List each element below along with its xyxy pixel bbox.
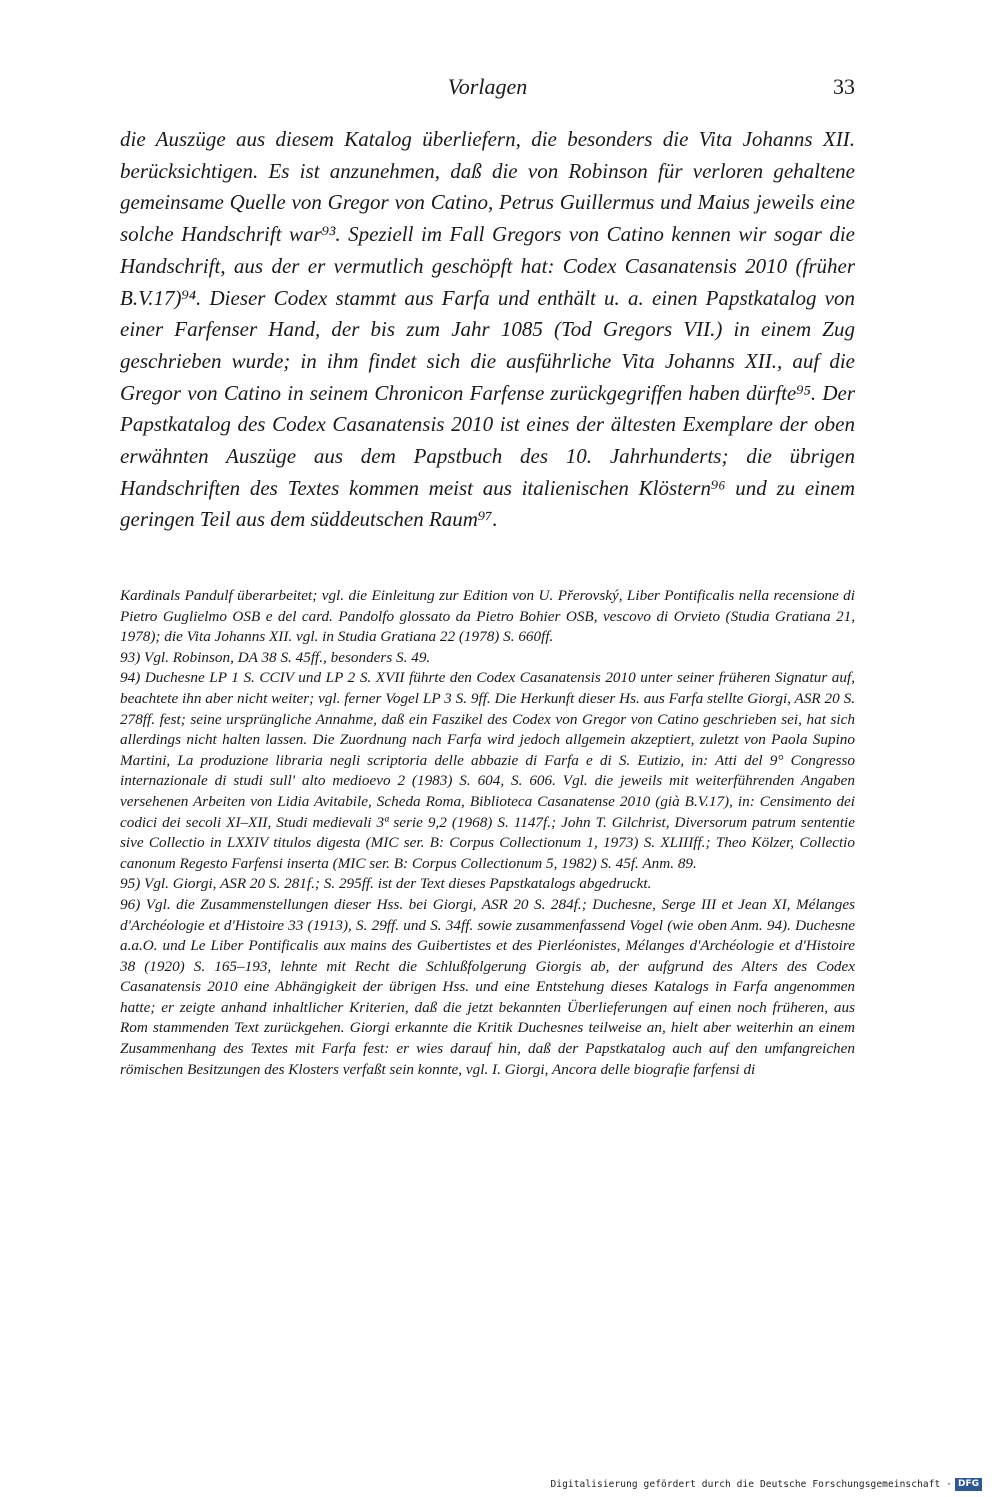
- digitization-credit: [550, 1478, 982, 1491]
- credit-text: Digitalisierung gefördert durch die Deutsche Forschungsgemeinschaft ·: [550, 1479, 952, 1490]
- page-number: 33: [833, 74, 855, 99]
- main-paragraph: die Auszüge aus diesem Katalog überliefern, die besonders die Vita Johanns XII. berücksichtigen. Es ist anzunehmen, daß die von Robinson für verloren gehaltene gemeinsame Quelle von Gregor von Catino, Petrus Guillermus und Maius jeweils eine solche Handschrift war⁹³. Speziell im Fall Gregors von Catino kennen wir sogar die Handschrift, aus der er vermutlich geschöpft hat: Codex Casanatensis 2010 (früher B.V.17)⁹⁴. Dieser Codex stammt aus Farfa und enthält u. a. einen Papstkatalog von einer Farfenser Hand, der bis zum Jahr 1085 (Tod Gregors VII.) in einem Zug geschrieben wurde; in ihm findet sich die ausführliche Vita Johanns XII., auf die Gregor von Catino in seinem Chronicon Farfense zurückgegriffen haben dürfte⁹⁵. Der Papstkatalog des Codex Casanatensis 2010 ist eines der ältesten Exemplare der oben erwähnten Auszüge aus dem Papstbuch des 10. Jahrhunderts; die übrigen Handschriften des Textes kommen meist aus italienischen Klöstern⁹⁶ und zu einem geringen Teil aus dem süddeutschen Raum⁹⁷.: [120, 127, 855, 532]
- footnote-95: 95) Vgl. Giorgi, ASR 20 S. 281f.; S. 295ff. ist der Text dieses Papstkatalogs abgedruckt.: [120, 875, 652, 893]
- running-head: [120, 72, 855, 106]
- footnotes: [120, 586, 855, 1080]
- footnote-continued: Kardinals Pandulf überarbeitet; vgl. die Einleitung zur Edition von U. Přerovský, Liber Pontificalis nella recensione di Pietro Guglielmo OSB e del card. Pandolfo glossato da Pietro Bohier OSB, vescovo di Orvieto (Studia Gratiana 21, 1978); die Vita Johanns XII. vgl. in Studia Gratiana 22 (1978) S. 660ff.: [120, 587, 855, 646]
- dfg-logo: DFG: [955, 1478, 982, 1491]
- footnote-94: 94) Duchesne LP 1 S. CCIV und LP 2 S. XVII führte den Codex Casanatensis 2010 unter seiner früheren Signatur auf, beachtete ihn aber nicht weiter; vgl. ferner Vogel LP 3 S. 9ff. Die Herkunft dieser Hs. aus Farfa stellte Giorgi, ASR 20 S. 278ff. fest; seine ursprüngliche Annahme, daß ein Faszikel des Codex von Gregor von Catino geschrieben sei, hat sich allerdings nicht halten lassen. Die Zuordnung nach Farfa wird jedoch allgemein akzeptiert, zuletzt von Paola Supino Martini, La produzione libraria negli scriptoria delle abbazie di Farfa e di S. Eutizio, in: Atti del 9° Congresso internazionale di studi sull' alto medioevo 2 (1983) S. 604, S. 606. Vgl. die jeweils mit weiterführenden Angaben versehenen Arbeiten von Lidia Avitabile, Scheda Roma, Biblioteca Casanatense 2010 (già B.V.17), in: Censimento dei codici dei secoli XI–XII, Studi medievali 3ª serie 9,2 (1968) S. 1147f.; John T. Gilchrist, Diversorum patrum sententie sive Collectio in LXXIV titulos digesta (MIC ser. B: Corpus Collectionum 1, 1973) S. XLIIIff.; Theo Kölzer, Collectio canonum Regesto Farfensi inserta (MIC ser. B: Corpus Collectionum 5, 1982) S. 45f. Anm. 89.: [120, 669, 855, 872]
- footnote-96: 96) Vgl. die Zusammenstellungen dieser Hss. bei Giorgi, ASR 20 S. 284f.; Duchesne, Serge III et Jean XI, Mélanges d'Archéologie et d'Histoire 33 (1913), S. 29ff. und S. 34ff. sowie zusammenfassend Vogel (wie oben Anm. 94). Duchesne a.a.O. und Le Liber Pontificalis aux mains des Guibertistes et des Pierléonistes, Mélanges d'Archéologie et d'Histoire 38 (1920) S. 165–193, lehnte mit Recht die Schlußfolgerung Giorgis ab, der aufgrund des Alters des Codex Casanatensis 2010 eine Abhängigkeit der übrigen Hss. und eine Entstehung dieses Katalogs in Farfa angenommen hatte; er zeigte anhand inhaltlicher Kriterien, daß die jetzt bekannten Überlieferungen auf einen noch früheren, aus Rom stammenden Text zurückgehen. Giorgi erkannte die Kritik Duchesnes teilweise an, hielt aber weiterhin an einem Zusammenhang des Textes mit Farfa fest: er wies darauf hin, daß der Papstkatalog auch auf den umfangreichen römischen Besitzungen des Klosters verfaßt sein konnte, vgl. I. Giorgi, Ancora delle biografie farfensi di: [120, 895, 855, 1078]
- running-title: Vorlagen: [447, 74, 528, 99]
- footnote-93: 93) Vgl. Robinson, DA 38 S. 45ff., besonders S. 49.: [120, 648, 431, 666]
